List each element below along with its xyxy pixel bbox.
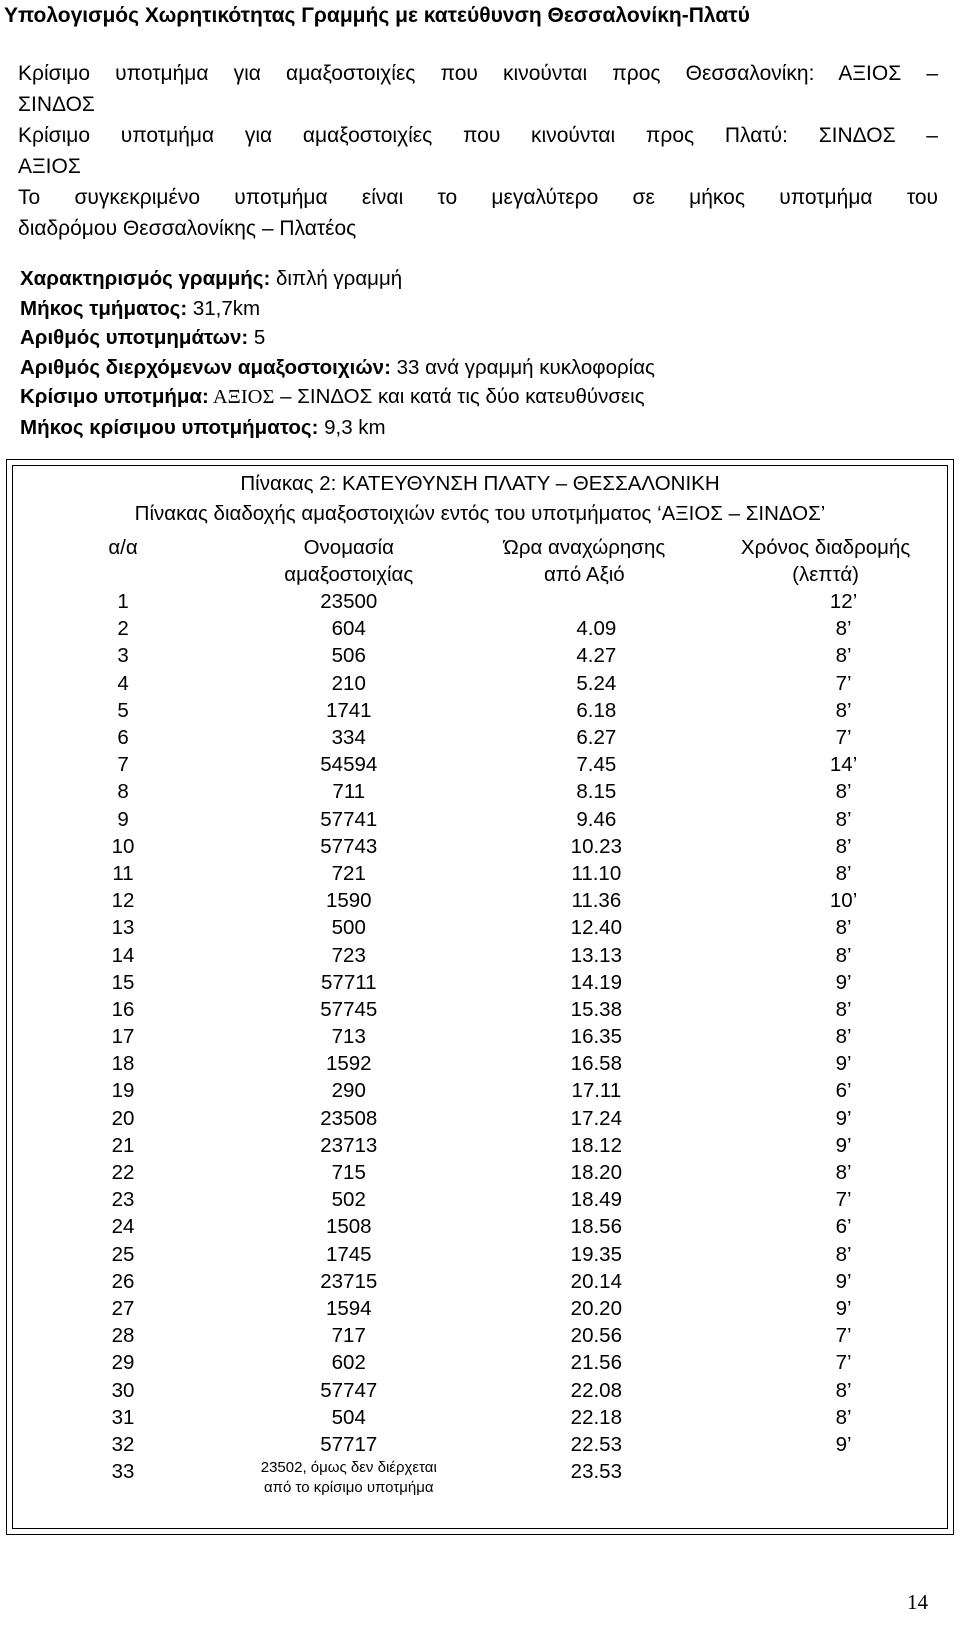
cell-train-name: 57717 [320, 1432, 378, 1456]
cell-travel-time: 7’ [835, 1351, 852, 1375]
cell-seq: 21 [111, 1133, 135, 1157]
cell-travel-time: 6’ [835, 1079, 852, 1103]
table-row [13, 833, 947, 860]
table-row [13, 642, 947, 669]
table-subcaption: Πίνακας διαδοχής αμαξοστοιχιών εντός του υποτμήματος ‘ΑΞΙΟΣ – ΣΙΝΔΟΣ’ [134, 502, 826, 525]
cell-travel-time: 12’ [829, 590, 858, 614]
cell-departure: 17.11 [571, 1079, 622, 1103]
cell-seq: 16 [111, 997, 135, 1021]
cell-seq: 3 [117, 644, 129, 668]
cell-travel-time: 9’ [835, 1106, 852, 1130]
table-row [13, 751, 947, 778]
cell-departure: 20.14 [570, 1269, 622, 1293]
intro-line-3b: διαδρόμου Θεσσαλονίκης – Πλατέος [18, 217, 357, 240]
cell-seq: 25 [111, 1242, 135, 1266]
cell-seq: 19 [111, 1079, 135, 1103]
cell-train-name: 604 [331, 617, 366, 641]
table-row [13, 1241, 947, 1268]
cell-seq: 1 [117, 590, 129, 614]
table-row [13, 806, 947, 833]
cell-travel-time: 8’ [835, 1242, 852, 1266]
cell-train-name: 1508 [325, 1215, 372, 1239]
cell-train-name: 1594 [325, 1296, 372, 1320]
intro-line-1b: ΣΙΝΔΟΣ [18, 93, 95, 116]
cell-train-name: 54594 [320, 753, 378, 777]
table-row [13, 1213, 947, 1240]
cell-seq: 2 [117, 617, 129, 641]
cell-seq: 33 [111, 1460, 135, 1483]
info-trains [20, 353, 940, 383]
cell-travel-time: 8’ [835, 698, 852, 722]
cell-departure: 4.27 [576, 644, 617, 668]
cell-departure: 22.18 [570, 1405, 622, 1429]
cell-departure: 15.38 [570, 997, 622, 1021]
table-row [13, 1105, 947, 1132]
cell-seq: 13 [111, 916, 135, 940]
table-row [13, 670, 947, 697]
table-row [13, 1186, 947, 1213]
table-row [13, 1349, 947, 1376]
info-value: – ΣΙΝΔΟΣ και κατά τις δύο κατευθύνσεις [274, 385, 645, 408]
cell-seq: 23 [111, 1188, 135, 1212]
cell-train-name: 57745 [320, 997, 378, 1021]
cell-travel-time: 8’ [835, 1161, 852, 1185]
cell-departure: 18.56 [570, 1215, 622, 1239]
cell-train-name: 504 [331, 1405, 366, 1429]
table-header-row [13, 534, 947, 588]
table-row [13, 1431, 947, 1458]
train-note-line: 23502, όμως δεν διέρχεται [260, 1459, 437, 1476]
cell-departure: 5.24 [576, 671, 617, 695]
info-value: 9,3 km [318, 415, 386, 439]
cell-seq: 9 [117, 807, 129, 831]
cell-train-name: 57741 [320, 807, 378, 831]
cell-train-name [233, 1458, 464, 1498]
header-seq: α/α [108, 536, 138, 559]
cell-seq: 30 [111, 1378, 135, 1402]
cell-train-name: 1590 [325, 889, 372, 913]
cell-train-name: 721 [331, 861, 366, 885]
cell-departure: 4.09 [576, 617, 617, 641]
table-row-last [13, 1458, 947, 1498]
header-departure: Ώρα αναχώρησης από Αξιό [503, 536, 666, 586]
cell-departure: 22.53 [570, 1432, 622, 1456]
cell-departure: 18.12 [570, 1133, 622, 1157]
cell-departure: 6.18 [576, 698, 617, 722]
intro-line-1: Κρίσιμο υποτμήμα για αμαξοστοιχίες που κινούνται προς Θεσσαλονίκη: ΑΞΙΟΣ – [18, 62, 938, 85]
cell-train-name: 23500 [320, 590, 378, 614]
cell-departure: 20.56 [570, 1324, 622, 1348]
intro-line-2b: ΑΞΙΟΣ [18, 155, 81, 178]
table-row [13, 860, 947, 887]
cell-departure: 20.20 [570, 1296, 622, 1320]
info-value: διπλή γραμμή [270, 267, 403, 290]
cell-seq: 15 [111, 970, 135, 994]
cell-seq: 8 [117, 780, 129, 804]
cell-train-name: 334 [331, 726, 366, 750]
cell-departure: 12.40 [570, 916, 622, 940]
cell-train-name: 711 [332, 780, 366, 804]
cell-seq: 7 [117, 753, 129, 777]
table-row [13, 914, 947, 941]
cell-train-name: 57711 [321, 970, 377, 994]
cell-travel-time: 8’ [835, 861, 852, 885]
cell-seq: 18 [111, 1052, 135, 1076]
table-row [13, 1376, 947, 1403]
table-row [13, 1023, 947, 1050]
cell-train-name: 23715 [320, 1269, 378, 1293]
cell-train-name: 715 [331, 1161, 366, 1185]
cell-departure: 13.13 [570, 943, 622, 967]
info-critical [20, 382, 940, 413]
cell-train-name: 1592 [325, 1052, 372, 1076]
cell-travel-time: 9’ [835, 970, 852, 994]
cell-train-name: 506 [331, 644, 366, 668]
cell-departure: 10.23 [570, 834, 622, 858]
train-note-line: από το κρίσιμο υποτμήμα [263, 1479, 434, 1496]
cell-seq: 12 [111, 889, 135, 913]
cell-seq: 24 [111, 1215, 135, 1239]
cell-seq: 6 [117, 726, 129, 750]
cell-train-name: 717 [331, 1324, 366, 1348]
cell-travel-time: 8’ [835, 807, 852, 831]
cell-train-name: 602 [331, 1351, 366, 1375]
cell-train-name: 290 [331, 1079, 366, 1103]
cell-train-name: 723 [331, 943, 366, 967]
cell-seq: 31 [111, 1405, 135, 1429]
table-row [13, 1268, 947, 1295]
cell-seq: 11 [112, 861, 134, 885]
table-row [13, 1295, 947, 1322]
cell-seq: 27 [111, 1296, 135, 1320]
cell-travel-time: 8’ [835, 1378, 852, 1402]
cell-train-name: 210 [331, 671, 366, 695]
cell-seq: 14 [111, 943, 135, 967]
cell-train-name: 1745 [325, 1242, 372, 1266]
header-train-name: Ονομασία αμαξοστοιχίας [284, 536, 414, 586]
table-row [13, 615, 947, 642]
page-number: 14 [907, 1590, 928, 1614]
table-caption: Πίνακας 2: ΚΑΤΕΥΘΥΝΣΗ ΠΛΑΤΥ – ΘΕΣΣΑΛΟΝΙΚΗ [240, 472, 720, 495]
cell-travel-time [704, 1458, 947, 1498]
cell-train-name: 713 [331, 1025, 366, 1049]
table-row [13, 996, 947, 1023]
cell-departure: 6.27 [576, 726, 617, 750]
cell-seq: 5 [117, 698, 129, 722]
cell-departure: 11.10 [571, 861, 622, 885]
cell-travel-time: 8’ [835, 617, 852, 641]
line-info-block [20, 264, 940, 442]
cell-travel-time: 7’ [835, 1324, 852, 1348]
table-row [13, 778, 947, 805]
table-row [13, 1159, 947, 1186]
cell-seq: 22 [111, 1161, 135, 1185]
info-value: 33 ανά γραμμή κυκλοφορίας [390, 355, 655, 379]
info-label: Μήκος κρίσιμου υποτμήματος: [20, 415, 319, 439]
cell-departure: 19.35 [570, 1242, 622, 1266]
cell-train-name: 502 [331, 1188, 366, 1212]
table-body [13, 588, 947, 1498]
cell-seq: 20 [111, 1106, 135, 1130]
intro-line-3: Το συγκεκριμένο υποτμήμα είναι το μεγαλύτερο σε μήκος υποτμήμα του [18, 186, 938, 209]
cell-seq: 17 [111, 1025, 135, 1049]
cell-departure: 16.58 [570, 1052, 622, 1076]
cell-seq: 10 [111, 834, 135, 858]
table-row [13, 1132, 947, 1159]
cell-departure: 18.49 [570, 1188, 622, 1212]
intro-paragraph [18, 58, 938, 244]
cell-departure: 23.53 [570, 1460, 622, 1483]
info-label: Χαρακτηρισμός γραμμής: [20, 267, 271, 290]
cell-departure: 14.19 [570, 970, 622, 994]
cell-travel-time: 10’ [829, 889, 858, 913]
cell-train-name: 500 [331, 916, 366, 940]
cell-travel-time: 7’ [835, 726, 852, 750]
train-sequence-table-frame [6, 459, 954, 1535]
cell-seq: 26 [111, 1269, 135, 1293]
train-sequence-table [13, 534, 947, 1498]
intro-line-2: Κρίσιμο υποτμήμα για αμαξοστοιχίες που κινούνται προς Πλατύ: ΣΙΝΔΟΣ – [18, 124, 938, 147]
cell-travel-time: 8’ [835, 834, 852, 858]
info-label: Αριθμός διερχόμενων αμαξοστοιχιών: [20, 355, 391, 379]
cell-travel-time: 8’ [835, 916, 852, 940]
info-value: 5 [248, 326, 266, 349]
table-row [13, 697, 947, 724]
info-value: 31,7km [187, 296, 261, 320]
cell-departure: 11.36 [571, 889, 622, 913]
page-title: Υπολογισμός Χωρητικότητας Γραμμής με κατεύθυνση Θεσσαλονίκη-Πλατύ [4, 4, 750, 27]
info-label: Μήκος τμήματος: [20, 296, 188, 320]
table-row [13, 941, 947, 968]
train-sequence-table-box [12, 465, 948, 1529]
table-row [13, 1050, 947, 1077]
info-length [20, 294, 940, 324]
cell-travel-time: 9’ [835, 1269, 852, 1293]
cell-travel-time: 9’ [835, 1432, 852, 1456]
table-row [13, 1077, 947, 1104]
info-critical-length [20, 413, 940, 443]
info-label: Κρίσιμο υποτμήμα: [20, 385, 209, 408]
cell-departure: 18.20 [570, 1161, 622, 1185]
cell-travel-time: 7’ [835, 671, 852, 695]
table-row [13, 887, 947, 914]
cell-departure [464, 588, 704, 615]
cell-departure: 22.08 [570, 1378, 622, 1402]
cell-travel-time: 9’ [835, 1133, 852, 1157]
table-row [13, 969, 947, 996]
cell-departure: 16.35 [570, 1025, 622, 1049]
cell-travel-time: 8’ [835, 943, 852, 967]
info-value: ΑΞΙΟΣ [208, 386, 275, 408]
table-row [13, 724, 947, 751]
table-row [13, 588, 947, 615]
cell-travel-time: 8’ [835, 780, 852, 804]
cell-train-name: 23508 [320, 1106, 378, 1130]
cell-departure: 17.24 [570, 1106, 622, 1130]
cell-departure: 8.15 [576, 780, 617, 804]
cell-departure: 9.46 [576, 807, 617, 831]
cell-train-name: 23713 [320, 1133, 378, 1157]
cell-seq: 29 [111, 1351, 135, 1375]
cell-seq: 32 [111, 1432, 135, 1456]
cell-seq: 4 [117, 671, 129, 695]
cell-seq: 28 [111, 1324, 135, 1348]
cell-travel-time: 8’ [835, 997, 852, 1021]
cell-travel-time: 8’ [835, 1405, 852, 1429]
info-subsections [20, 323, 940, 353]
cell-travel-time: 8’ [835, 1025, 852, 1049]
info-label: Αριθμός υποτμημάτων: [20, 326, 249, 349]
cell-travel-time: 9’ [835, 1296, 852, 1320]
cell-travel-time: 14’ [829, 753, 858, 777]
info-line-type [20, 264, 940, 294]
cell-travel-time: 6’ [835, 1215, 852, 1239]
cell-train-name: 57747 [320, 1378, 378, 1402]
cell-train-name: 1741 [325, 698, 372, 722]
table-row [13, 1322, 947, 1349]
cell-departure: 7.45 [576, 753, 617, 777]
table-row [13, 1404, 947, 1431]
header-travel-time: Χρόνος διαδρομής (λεπτά) [740, 536, 911, 586]
cell-travel-time: 7’ [835, 1188, 852, 1212]
cell-departure: 21.56 [570, 1351, 622, 1375]
cell-travel-time: 8’ [835, 644, 852, 668]
cell-travel-time: 9’ [835, 1052, 852, 1076]
cell-train-name: 57743 [320, 834, 378, 858]
